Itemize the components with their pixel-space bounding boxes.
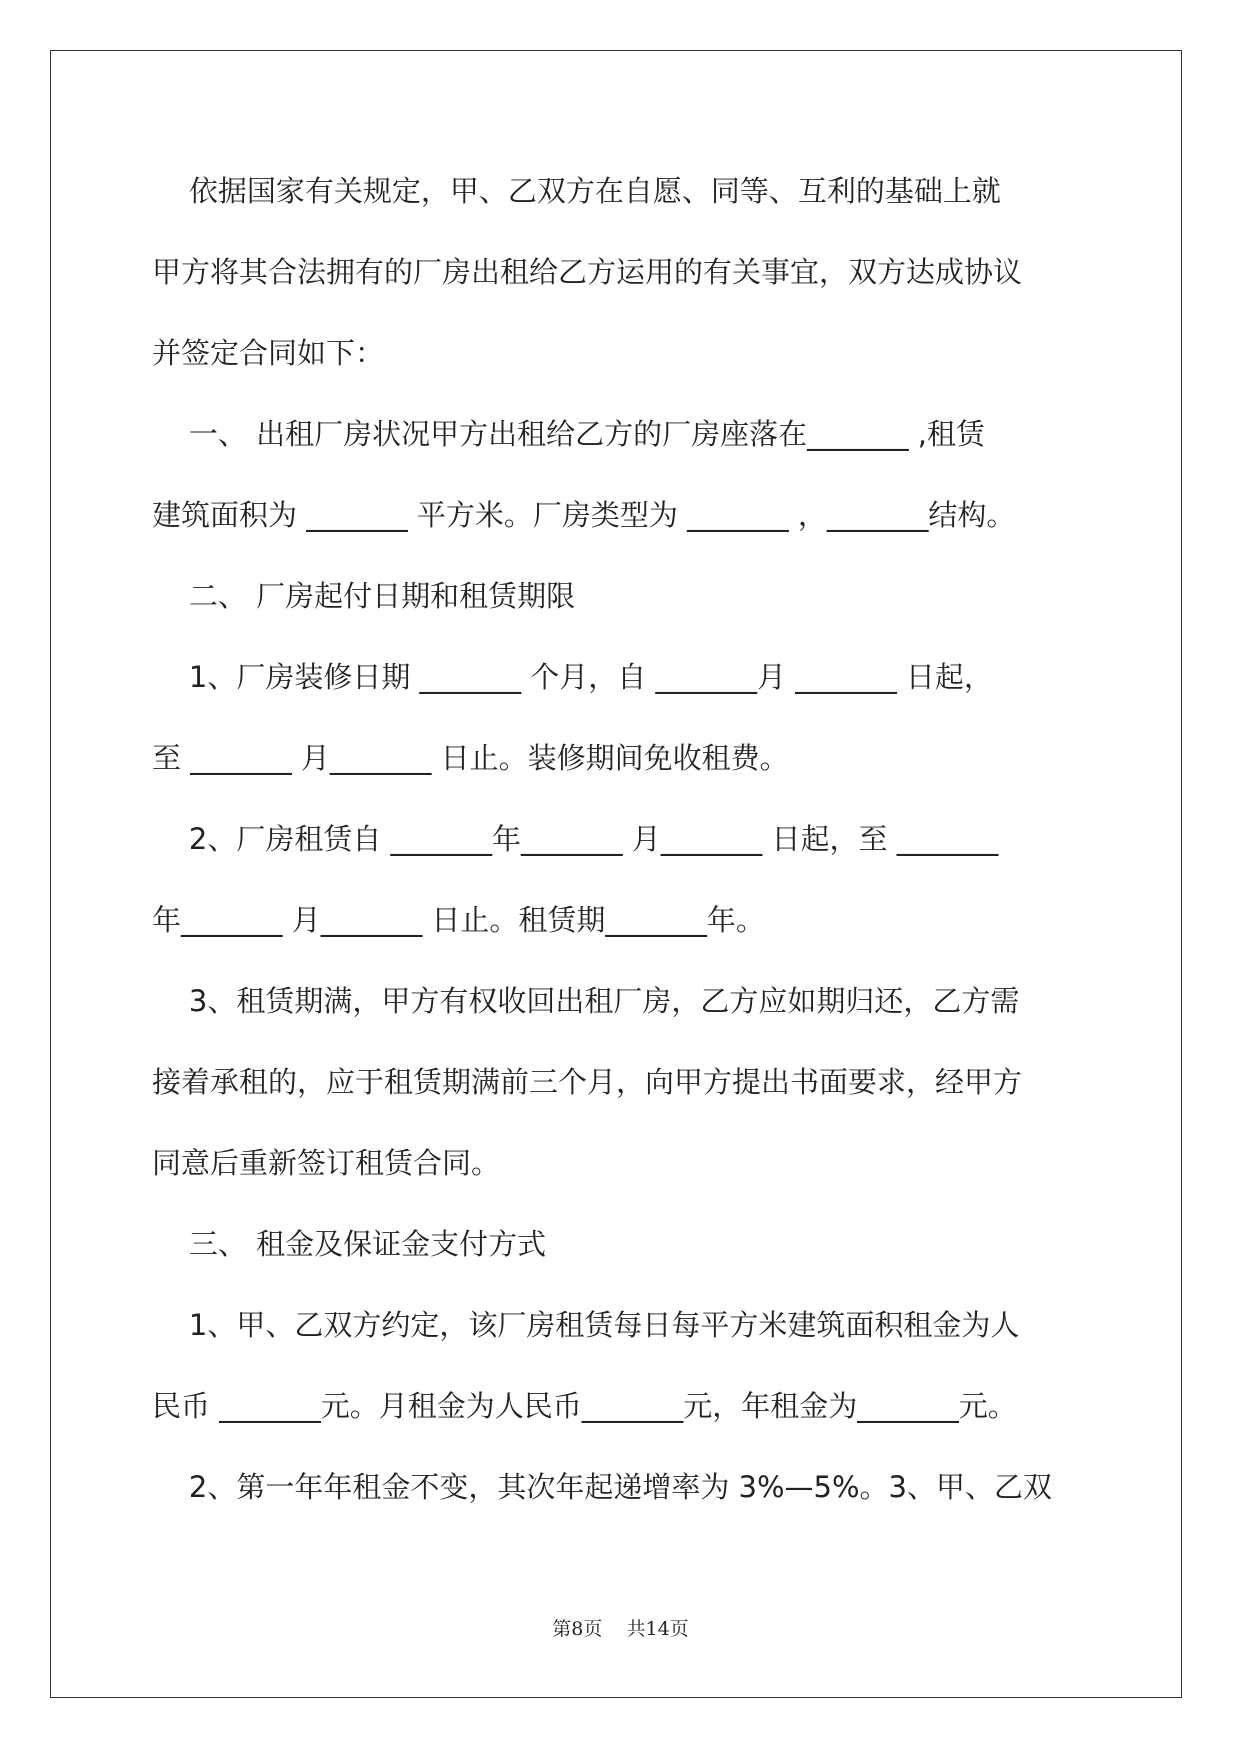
page-counter: 第8页 共14页 [552, 1618, 689, 1640]
paragraph-line: 民币 _______元。月租金为人民币_______元，年租金为_______元。 [152, 1389, 1017, 1423]
section-heading: 三、 租金及保证金支付方式 [152, 1227, 547, 1261]
paragraph-line: 建筑面积为 _______ 平方米。厂房类型为 _______ ，_______结构。 [152, 498, 1016, 532]
paragraph-line: 2、厂房租赁自 _______年_______ 月_______ 日起，至 _______ [152, 822, 999, 856]
paragraph-line: 甲方将其合法拥有的厂房出租给乙方运用的有关事宜，双方达成协议 [152, 255, 1023, 289]
paragraph-line: 接着承租的，应于租赁期满前三个月，向甲方提出书面要求，经甲方 [152, 1065, 1023, 1099]
paragraph-line: 1、甲、乙双方约定，该厂房租赁每日每平方米建筑面积租金为人 [152, 1308, 1020, 1342]
section-heading: 二、 厂房起付日期和租赁期限 [152, 579, 576, 613]
paragraph-line: 2、第一年年租金不变，其次年起递增率为 3%—5%。3、甲、乙双 [152, 1470, 1053, 1504]
paragraph-line: 1、厂房装修日期 _______ 个月，自 _______月 _______ 日起， [152, 660, 993, 694]
paragraph-line: 至 _______ 月_______ 日止。装修期间免收租费。 [152, 741, 789, 775]
paragraph-line: 3、租赁期满，甲方有权收回出租厂房，乙方应如期归还，乙方需 [152, 984, 1020, 1018]
paragraph-line: 年_______ 月_______ 日止。租赁期_______年。 [152, 903, 765, 937]
paragraph-line: 并签定合同如下： [152, 336, 385, 370]
paragraph-line: 依据国家有关规定，甲、乙双方在自愿、同等、互利的基础上就 [152, 174, 1001, 208]
paragraph-line: 一、 出租厂房状况甲方出租给乙方的厂房座落在_______ ,租赁 [152, 417, 986, 451]
paragraph-line: 同意后重新签订租赁合同。 [152, 1146, 501, 1180]
document-body [152, 164, 1087, 1541]
